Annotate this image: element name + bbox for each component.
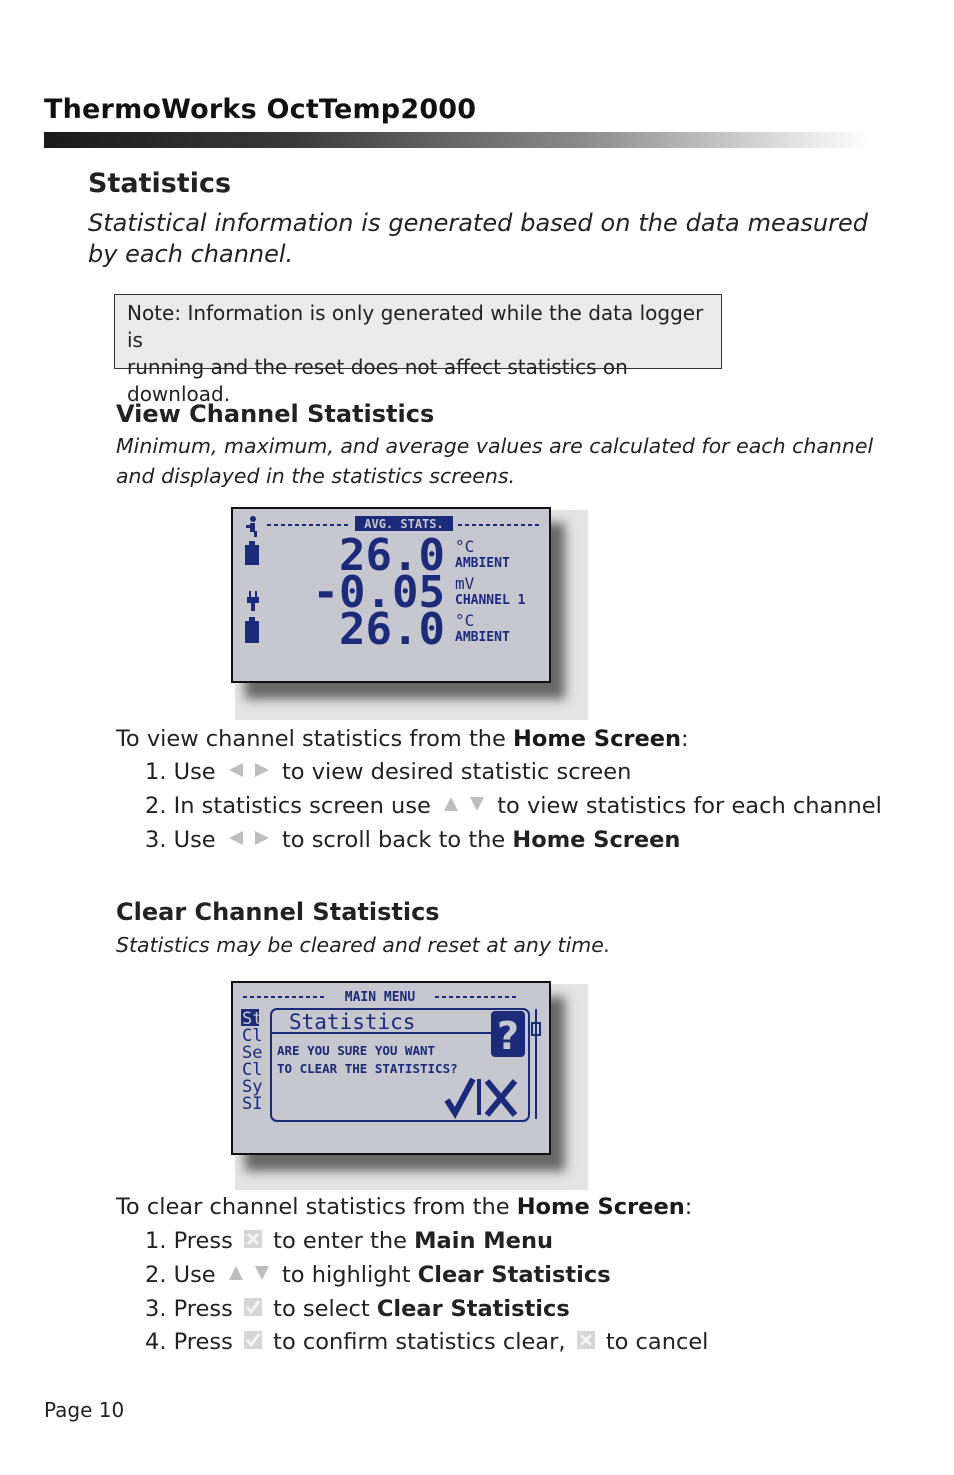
note-line-2: running and the reset does not affect statistics on download. (127, 355, 628, 406)
lcd-value-2: -0.05 (312, 567, 445, 618)
header-rule (44, 132, 869, 148)
lcd-menu-svg (233, 983, 549, 1153)
right-arrow-icon (252, 760, 272, 786)
clear-intro-text: To clear channel statistics from the (116, 1194, 517, 1220)
clear-step-2-num: 2. Use (145, 1262, 216, 1288)
menu-item-3: Se (242, 1043, 263, 1063)
down-arrow-icon (467, 794, 487, 820)
section-intro: Statistical information is generated based on the data measured by each channel. (88, 209, 868, 268)
clear-step-1-num: 1. Press (145, 1228, 233, 1254)
view-intro-end: : (681, 726, 689, 752)
lcd-label-1: AMBIENT (455, 556, 510, 571)
view-step-2 (145, 793, 882, 820)
clear-step-3-text: to select (273, 1296, 377, 1322)
lcd-unit-1: °C (455, 537, 475, 556)
x-button-icon (576, 1330, 596, 1356)
dialog-line-1: ARE YOU SURE YOU WANT (277, 1043, 436, 1058)
lcd-header-label: AVG. STATS. (364, 517, 444, 531)
question-mark-icon (491, 1011, 525, 1058)
clear-step-1-bold: Main Menu (414, 1228, 553, 1254)
up-arrow-icon (226, 1263, 246, 1289)
clear-step-3-num: 3. Press (145, 1296, 233, 1322)
view-step-1 (145, 759, 631, 786)
clear-step-4 (145, 1329, 708, 1356)
clear-intro-end: : (684, 1194, 693, 1220)
view-step-1-text: to view desired statistic screen (281, 759, 632, 785)
lcd-stats-svg (233, 509, 549, 681)
clear-step-2-bold: Clear Statistics (417, 1262, 611, 1288)
down-arrow-icon (252, 1263, 272, 1289)
left-arrow-icon (226, 760, 246, 786)
note-line-1: Note: Information is only generated while the data logger is (127, 301, 704, 352)
section-title: Statistics (88, 168, 232, 199)
view-intro-text: To view channel statistics from the (116, 726, 514, 752)
menu-item-1: St (242, 1009, 263, 1029)
menu-item-2: Cl (242, 1026, 263, 1046)
clear-step-3 (145, 1296, 570, 1323)
menu-header-label: MAIN MENU (344, 990, 416, 1005)
svg-text:?: ? (496, 1014, 520, 1058)
clear-step-2 (145, 1262, 611, 1289)
lcd-label-3: AMBIENT (455, 630, 510, 645)
up-arrow-icon (441, 794, 461, 820)
clear-stats-desc: Statistics may be cleared and reset at any time. (116, 933, 611, 957)
plug-icon (247, 591, 259, 611)
lcd-menu-figure (235, 984, 588, 1190)
page-number: Page 10 (44, 1398, 125, 1422)
check-button-icon (243, 1297, 263, 1323)
note-box (114, 294, 722, 406)
menu-item-4: Cl (242, 1060, 263, 1080)
lcd-value-1: 26.0 (339, 530, 445, 581)
lcd-stats-screen (231, 507, 551, 683)
view-intro-bold: Home Screen (513, 726, 682, 752)
view-desc-line-1: Minimum, maximum, and average values are calculated for each channel (116, 434, 874, 458)
view-stats-title: View Channel Statistics (116, 400, 435, 428)
view-step-2-num: 2. In statistics screen use (145, 793, 431, 819)
view-step-1-num: 1. Use (145, 759, 216, 785)
left-arrow-icon (226, 828, 246, 854)
view-stats-intro (116, 726, 689, 752)
clear-step-4-text: to confirm statistics clear, (273, 1329, 566, 1355)
view-desc-line-2: and displayed in the statistics screens. (116, 464, 516, 488)
check-button-icon (243, 1330, 263, 1356)
confirm-dialog (271, 1009, 529, 1121)
dialog-title: Statistics (289, 1010, 416, 1034)
battery-icon (245, 541, 259, 565)
clear-stats-title: Clear Channel Statistics (116, 898, 440, 926)
lcd-unit-3: °C (455, 611, 475, 630)
view-step-2-text: to view statistics for each channel (497, 793, 882, 819)
person-icon (246, 516, 257, 537)
view-step-3 (145, 827, 680, 854)
menu-item-5: Sy (242, 1077, 263, 1097)
view-step-3-bold: Home Screen (512, 827, 681, 853)
lcd-label-2: CHANNEL 1 (455, 593, 526, 608)
lcd-value-3: 26.0 (339, 604, 445, 655)
right-arrow-icon (252, 828, 272, 854)
clear-step-4-text-2: to cancel (605, 1329, 709, 1355)
clear-step-1 (145, 1228, 553, 1255)
battery-icon (245, 617, 259, 643)
clear-step-4-num: 4. Press (145, 1329, 233, 1355)
dialog-line-2: TO CLEAR THE STATISTICS? (277, 1061, 458, 1076)
lcd-unit-2: mV (455, 574, 475, 593)
view-stats-desc (116, 431, 873, 491)
lcd-menu-screen (231, 981, 551, 1155)
view-step-3-num: 3. Use (145, 827, 216, 853)
clear-step-1-text: to enter the (273, 1228, 415, 1254)
x-button-icon (243, 1229, 263, 1255)
menu-item-6: SI (242, 1094, 263, 1114)
clear-step-3-bold: Clear Statistics (376, 1296, 570, 1322)
lcd-stats-figure (235, 510, 588, 720)
view-step-3-text: to scroll back to the (281, 827, 513, 853)
document-title: ThermoWorks OctTemp2000 (44, 94, 477, 125)
clear-stats-intro (116, 1194, 692, 1220)
clear-step-2-text: to highlight (281, 1262, 418, 1288)
clear-intro-bold: Home Screen (516, 1194, 685, 1220)
